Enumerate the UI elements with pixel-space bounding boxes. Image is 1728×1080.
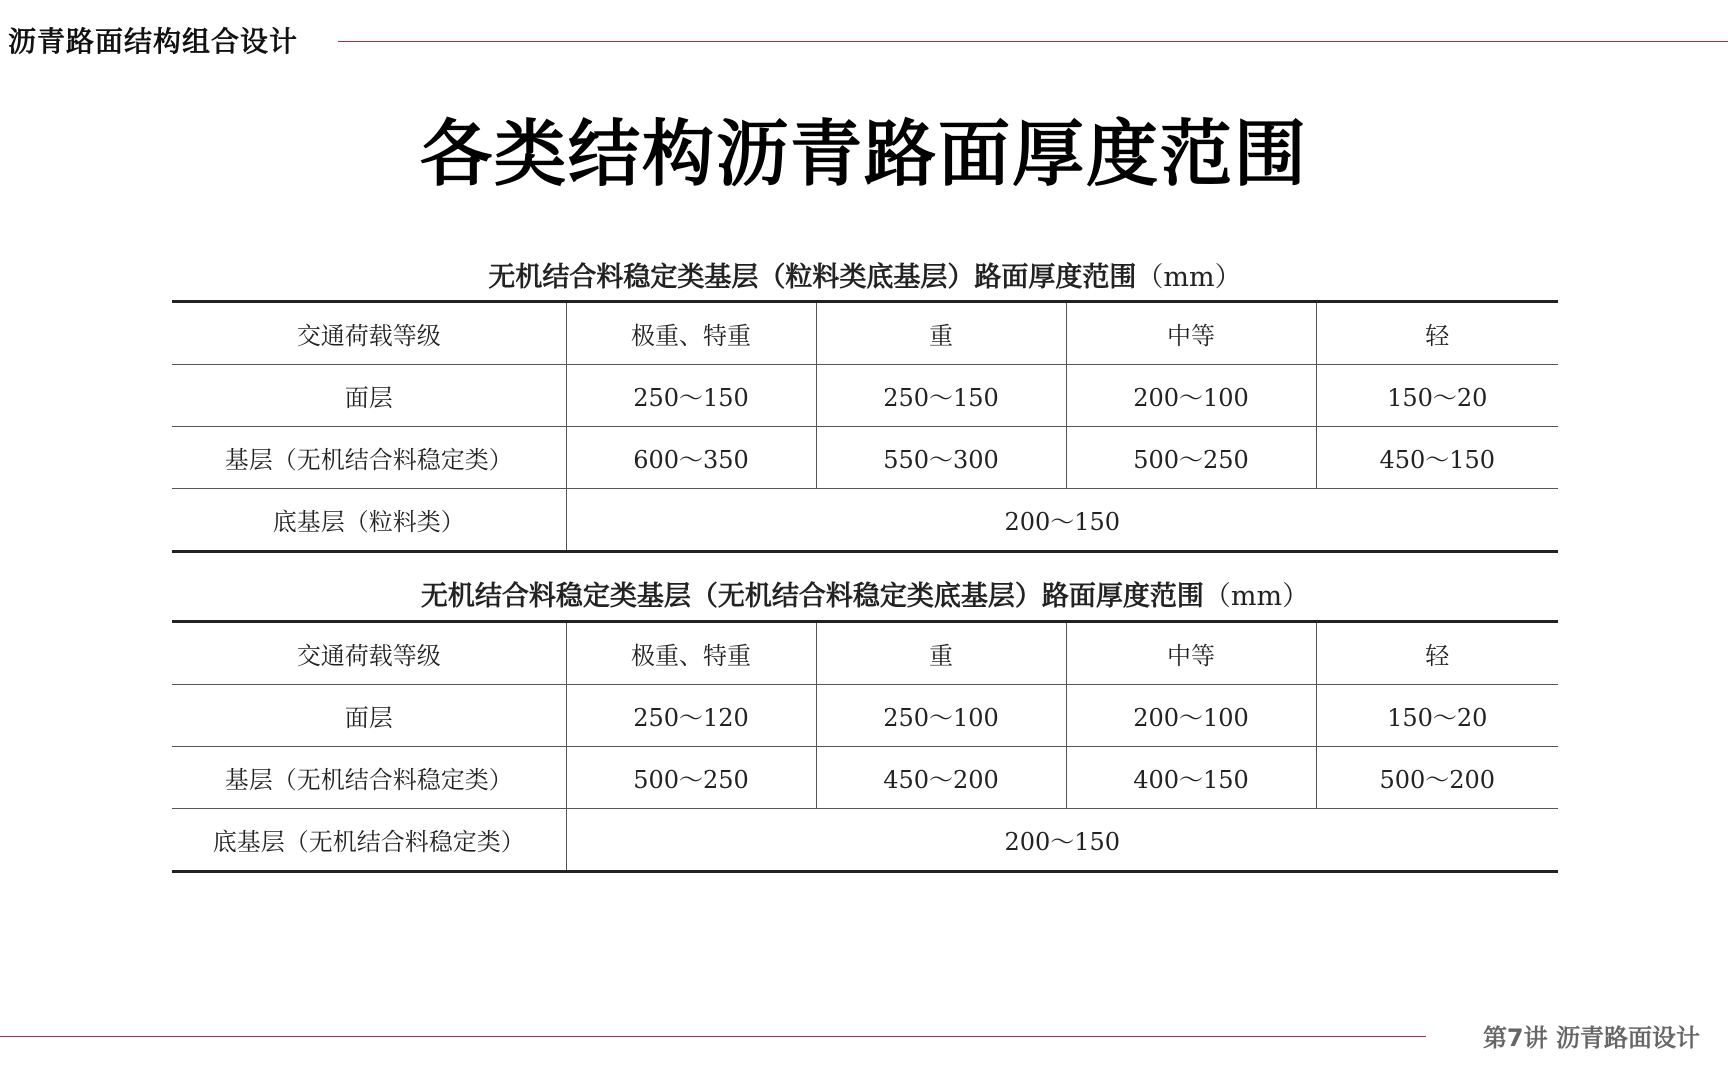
table-1-header-row (172, 302, 1558, 365)
table-header-cell: 交通荷载等级 (172, 302, 566, 365)
table-row (172, 365, 1558, 427)
table-cell: 450～200 (816, 747, 1066, 809)
table-cell: 150～20 (1316, 685, 1558, 747)
table-cell-merged: 200～150 (1004, 508, 1121, 536)
row-label: 基层（无机结合料稳定类） (172, 427, 566, 489)
table-cell: 600～350 (566, 427, 816, 489)
table-row (172, 747, 1558, 809)
table-cell: 500～250 (1066, 427, 1316, 489)
table-row (172, 489, 1558, 552)
table-1-caption (172, 255, 1558, 294)
table-header-cell: 交通荷载等级 (172, 622, 566, 685)
table-header-cell: 轻 (1316, 622, 1558, 685)
table-1-caption-text: 无机结合料稳定类基层（粒料类底基层）路面厚度范围 (488, 262, 1137, 293)
table-cell: 450～150 (1316, 427, 1558, 489)
table-cell: 250～100 (816, 685, 1066, 747)
table-2-header-row (172, 622, 1558, 685)
table-cell: 400～150 (1066, 747, 1316, 809)
table-header-cell: 极重、特重 (566, 302, 816, 365)
footer-divider (0, 1036, 1426, 1037)
header-title: 沥青路面结构组合设计 (8, 25, 299, 58)
table-row (172, 809, 1558, 872)
table-cell: 150～20 (1316, 365, 1558, 427)
table-cell: 550～300 (816, 427, 1066, 489)
row-label: 面层 (172, 365, 566, 427)
table-header-cell: 极重、特重 (566, 622, 816, 685)
table-header-cell: 轻 (1316, 302, 1558, 365)
row-label: 基层（无机结合料稳定类） (172, 747, 566, 809)
table-row (172, 427, 1558, 489)
table-cell: 500～200 (1316, 747, 1558, 809)
table-cell: 500～250 (566, 747, 816, 809)
table-cell: 200～100 (1066, 685, 1316, 747)
table-header-cell: 重 (816, 302, 1066, 365)
table-2 (172, 620, 1558, 873)
table-1-caption-unit: （mm） (1136, 262, 1242, 293)
header-divider (338, 41, 1728, 42)
footer-text: 第7讲 沥青路面设计 (1482, 1024, 1700, 1052)
table-cell: 250～150 (566, 365, 816, 427)
row-label: 面层 (172, 685, 566, 747)
table-cell-merged: 200～150 (1004, 828, 1121, 856)
table-2-caption-text: 无机结合料稳定类基层（无机结合料稳定类底基层）路面厚度范围 (420, 581, 1204, 612)
row-label: 底基层（无机结合料稳定类） (172, 809, 566, 872)
table-header-cell: 重 (816, 622, 1066, 685)
table-cell: 200～100 (1066, 365, 1316, 427)
table-cell: 250～150 (816, 365, 1066, 427)
table-1 (172, 300, 1558, 553)
slide-title: 各类结构沥青路面厚度范围 (419, 112, 1308, 196)
row-label: 底基层（粒料类） (172, 489, 566, 552)
table-2-caption (172, 574, 1558, 613)
table-cell: 250～120 (566, 685, 816, 747)
table-header-cell: 中等 (1066, 302, 1316, 365)
table-row (172, 685, 1558, 747)
table-header-cell: 中等 (1066, 622, 1316, 685)
table-2-caption-unit: （mm） (1203, 581, 1310, 612)
